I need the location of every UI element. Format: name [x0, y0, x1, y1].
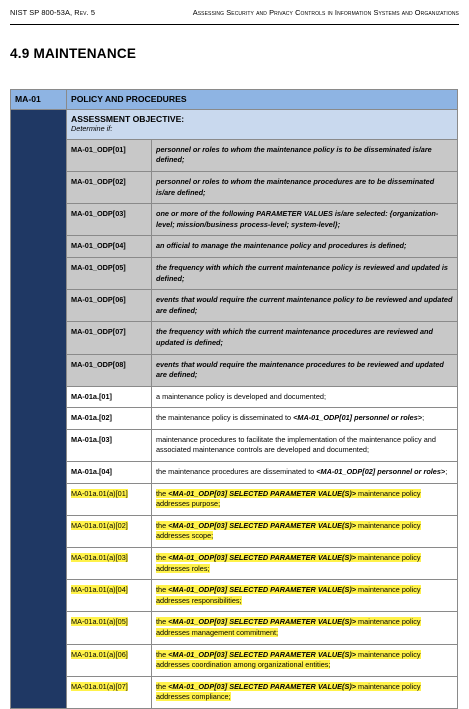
description-part: maintenance policy addresses responsibilities; [156, 585, 421, 605]
row-id-text: MA-01_ODP[07] [71, 327, 126, 337]
determination-row [11, 483, 458, 515]
parameter-reference: <MA-01_ODP[03] SELECTED PARAMETER VALUE(S)> [168, 617, 357, 627]
parameter-reference: <MA-01_ODP[03] SELECTED PARAMETER VALUE(S)> [168, 681, 357, 691]
row-description [152, 322, 458, 354]
row-id [67, 676, 152, 708]
determination-row [11, 462, 458, 484]
description-part: ; [422, 413, 425, 423]
row-id-text: MA-01a.01(a)[07] [71, 681, 128, 691]
row-description [152, 676, 458, 708]
row-id-text: MA-01_ODP[04] [71, 241, 126, 251]
description-part: maintenance policy addresses scope; [156, 520, 421, 541]
description-part: the maintenance policy is disseminated to [156, 413, 294, 423]
row-id-text: MA-01a.01(a)[06] [71, 649, 128, 659]
description-part: maintenance policy addresses coordination among organizational entities; [156, 649, 421, 670]
objective-title: ASSESSMENT OBJECTIVE: [71, 113, 185, 124]
row-id-text: MA-01a.01(a)[01] [71, 488, 128, 498]
row-id [67, 483, 152, 515]
description-text [156, 435, 436, 455]
row-description [152, 386, 458, 408]
description-part: a maintenance policy is developed and documented; [156, 391, 326, 401]
description-part: the [156, 681, 169, 691]
description-part: maintenance policy addresses roles; [156, 553, 421, 573]
determination-row [11, 429, 458, 461]
row-id-text: MA-01_ODP[06] [71, 295, 126, 305]
row-id-text: MA-01a.01(a)[05] [71, 617, 128, 627]
row-description [152, 580, 458, 612]
row-description [152, 462, 458, 484]
determination-row [11, 676, 458, 708]
row-description [152, 171, 458, 203]
row-id-text: MA-01a.01(a)[04] [71, 585, 128, 595]
row-id [67, 171, 152, 203]
determination-row [11, 515, 458, 547]
description-part: the [156, 649, 169, 659]
row-description [152, 139, 458, 171]
odp-row [11, 322, 458, 354]
odp-text: personnel or roles to whom the maintenance policy is to be disseminated is/are defined; [156, 144, 432, 165]
objective-row [11, 109, 458, 139]
parameter-reference: <MA-01_ODP[03] SELECTED PARAMETER VALUE(S)> [168, 553, 357, 563]
row-id-text: MA-01a.[01] [71, 391, 112, 401]
row-id-text: MA-01_ODP[02] [71, 176, 126, 186]
parameter-reference: <MA-01_ODP[02] personnel or roles> [316, 467, 446, 477]
row-id [67, 644, 152, 676]
row-id [67, 139, 152, 171]
parameter-reference: <MA-01_ODP[03] SELECTED PARAMETER VALUE(S)> [168, 585, 357, 595]
doc-number: NIST SP 800-53A, [10, 8, 75, 17]
row-id [67, 462, 152, 484]
odp-row [11, 139, 458, 171]
row-id-text: MA-01a.[04] [71, 467, 112, 477]
description-text [156, 467, 447, 476]
determination-row [11, 580, 458, 612]
description-text [156, 521, 421, 541]
determination-row [11, 548, 458, 580]
row-id [67, 386, 152, 408]
control-table [10, 89, 458, 709]
description-part: the [156, 520, 169, 530]
description-text [156, 617, 421, 637]
description-text [156, 650, 421, 670]
determination-row [11, 408, 458, 430]
row-id [67, 408, 152, 430]
description-text [156, 413, 424, 422]
assessment-objective [67, 109, 458, 139]
doc-revision: Rev. 5 [74, 8, 96, 17]
odp-row [11, 257, 458, 289]
objective-subtitle: Determine if: [71, 124, 113, 134]
row-id-text: MA-01_ODP[01] [71, 144, 126, 154]
header-doc-title: Assessing Security and Privacy Controls in Information Systems and Organizations [192, 8, 459, 17]
parameter-reference: <MA-01_ODP[03] SELECTED PARAMETER VALUE(S)> [168, 488, 357, 498]
row-id [67, 290, 152, 322]
row-id [67, 354, 152, 386]
row-description [152, 354, 458, 386]
row-description [152, 548, 458, 580]
description-text [156, 489, 421, 509]
control-side-bar [11, 109, 67, 708]
description-part: maintenance policy addresses compliance; [156, 681, 421, 702]
row-id-text: MA-01a.[02] [71, 413, 112, 423]
row-description [152, 483, 458, 515]
row-id [67, 515, 152, 547]
description-part: maintenance policy addresses purpose; [156, 488, 421, 509]
determination-row [11, 386, 458, 408]
odp-text: the frequency with which the current maintenance procedures are reviewed and updated is defined; [156, 327, 433, 347]
row-description [152, 515, 458, 547]
row-id [67, 257, 152, 289]
row-id-text: MA-01a.[03] [71, 434, 112, 444]
row-id [67, 204, 152, 236]
description-part: the [156, 585, 169, 595]
description-part: the [156, 488, 169, 498]
row-id-text: MA-01_ODP[05] [71, 262, 126, 272]
row-id [67, 322, 152, 354]
page-header [10, 8, 459, 18]
row-id-text: MA-01a.01(a)[02] [71, 520, 128, 530]
odp-text: events that would require the current maintenance policy to be reviewed and updated are defined; [156, 295, 453, 315]
odp-row [11, 204, 458, 236]
description-part: maintenance policy addresses management commitment; [156, 617, 421, 637]
row-description [152, 429, 458, 461]
row-id [67, 580, 152, 612]
determination-row [11, 644, 458, 676]
row-id-text: MA-01a.01(a)[03] [71, 553, 128, 563]
control-header-row [11, 90, 458, 110]
description-part: the [156, 617, 169, 627]
row-id-text: MA-01_ODP[08] [71, 359, 126, 369]
odp-text: one or more of the following PARAMETER VALUES is/are selected: {organization-level; mission/business process-level; system-level}; [156, 209, 439, 229]
description-part: the maintenance procedures are disseminated to [156, 467, 317, 477]
row-description [152, 612, 458, 644]
description-text [156, 585, 421, 605]
parameter-reference: <MA-01_ODP[03] SELECTED PARAMETER VALUE(S)> [168, 649, 357, 659]
odp-text: personnel or roles to whom the maintenance procedures are to be disseminated is/are defined; [156, 176, 435, 197]
description-text [156, 682, 421, 702]
description-text [156, 553, 421, 573]
control-id: MA-01 [11, 90, 67, 110]
header-divider [10, 24, 459, 25]
odp-row [11, 236, 458, 258]
row-id [67, 548, 152, 580]
row-id [67, 236, 152, 258]
odp-text: events that would require the maintenance procedures to be reviewed and updated are defined; [156, 359, 444, 380]
odp-text: an official to manage the maintenance policy and procedures is defined; [156, 241, 407, 251]
description-text [156, 392, 326, 401]
description-part: ; [445, 467, 448, 477]
description-part: maintenance procedures to facilitate the implementation of the maintenance policy and associated maintenance controls are developed and documented; [156, 434, 436, 455]
header-doc-id [10, 8, 95, 18]
row-description [152, 257, 458, 289]
section-title: 4.9 MAINTENANCE [10, 46, 137, 61]
row-description [152, 408, 458, 430]
row-id-text: MA-01_ODP[03] [71, 209, 126, 219]
row-description [152, 236, 458, 258]
odp-row [11, 171, 458, 203]
parameter-reference: <MA-01_ODP[03] SELECTED PARAMETER VALUE(S)> [168, 520, 357, 530]
odp-text: the frequency with which the current maintenance policy is reviewed and updated is defined; [156, 262, 448, 283]
row-id [67, 429, 152, 461]
odp-row [11, 354, 458, 386]
parameter-reference: <MA-01_ODP[01] personnel or roles> [293, 413, 423, 423]
row-id [67, 612, 152, 644]
row-description [152, 644, 458, 676]
row-description [152, 290, 458, 322]
determination-row [11, 612, 458, 644]
row-description [152, 204, 458, 236]
control-name: POLICY AND PROCEDURES [67, 90, 458, 110]
odp-row [11, 290, 458, 322]
description-part: the [156, 553, 169, 563]
